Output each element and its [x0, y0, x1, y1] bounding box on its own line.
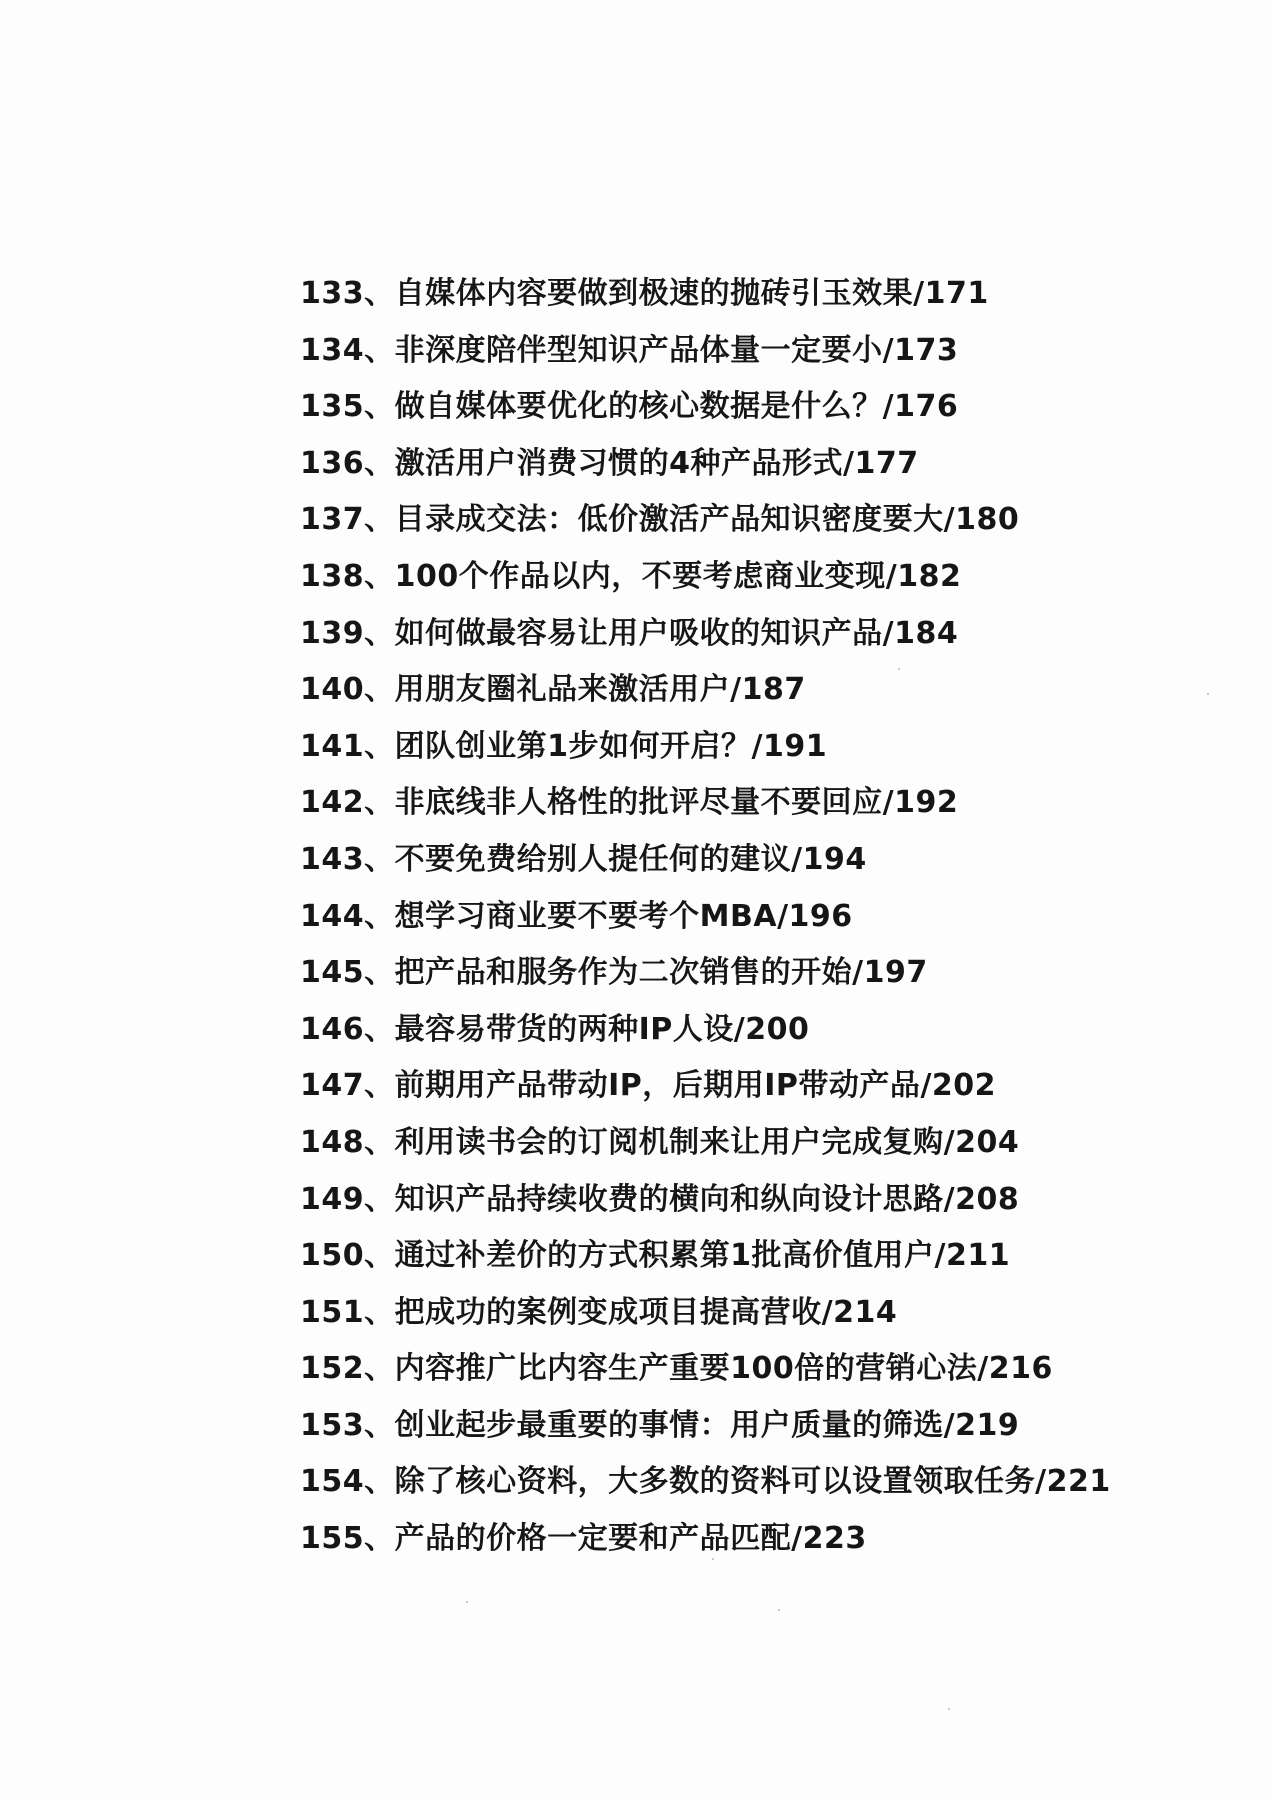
toc-entry-page: /173	[882, 332, 959, 368]
toc-entry	[300, 832, 1220, 889]
toc-entry-title: 最容易带货的两种IP人设	[394, 1011, 734, 1047]
toc-entry-number: 140、	[300, 672, 395, 708]
toc-entry-number: 153、	[300, 1407, 395, 1443]
toc-entry-page: /219	[943, 1407, 1020, 1443]
toc-entry-title: 内容推广比内容生产重要100倍的营销心法	[394, 1351, 978, 1387]
toc-entry-number: 142、	[300, 785, 395, 821]
toc-entry-title: 不要免费给别人提任何的建议	[394, 841, 792, 877]
toc-entry-number: 149、	[300, 1181, 395, 1217]
toc-entry-number: 152、	[300, 1351, 395, 1387]
toc-entry-page: /221	[1035, 1464, 1111, 1500]
toc-entry-title: 前期用产品带动IP，后期用IP带动产品	[394, 1068, 921, 1104]
toc-entry-title: 团队创业第1步如何开启？	[394, 728, 752, 764]
toc-entry-title: 把成功的案例变成项目提高营收	[394, 1294, 822, 1330]
toc-entry-page: /196	[777, 898, 853, 934]
toc-entry-title: 100个作品以内，不要考虑商业变现	[394, 558, 886, 594]
toc-entry-page: /208	[943, 1181, 1020, 1217]
toc-entry-title: 把产品和服务作为二次销售的开始	[394, 955, 853, 991]
toc-entry-title: 除了核心资料，大多数的资料可以设置领取任务	[394, 1464, 1036, 1500]
toc-entry-number: 136、	[300, 445, 395, 481]
toc-entry	[300, 1398, 1220, 1455]
toc-entry-page: /182	[885, 558, 962, 594]
toc-entry-title: 利用读书会的订阅机制来让用户完成复购	[394, 1124, 944, 1160]
toc-entry	[300, 606, 1220, 663]
toc-entry-page: /191	[751, 728, 828, 764]
toc-entry	[300, 1058, 1220, 1115]
toc-entry	[300, 436, 1220, 493]
scan-speck	[466, 1601, 468, 1603]
toc-entry-page: /204	[943, 1124, 1020, 1160]
toc-entry-number: 147、	[300, 1068, 395, 1104]
toc-entry-title: 做自媒体要优化的核心数据是什么？	[394, 389, 883, 425]
toc-entry-title: 非底线非人格性的批评尽量不要回应	[394, 785, 883, 821]
toc-entry-page: /202	[920, 1068, 997, 1104]
toc-entry	[300, 379, 1220, 436]
toc-entry	[300, 549, 1220, 606]
toc-entry-page: /216	[977, 1351, 1053, 1387]
toc-entry	[300, 889, 1220, 946]
toc-entry-number: 135、	[300, 389, 395, 425]
toc-entry-title: 通过补差价的方式积累第1批高价值用户	[394, 1238, 935, 1274]
toc-entry-title: 激活用户消费习惯的4种产品形式	[394, 445, 843, 481]
toc-entry-page: /197	[852, 955, 928, 991]
toc-entry	[300, 1172, 1220, 1229]
toc-entry-number: 146、	[300, 1011, 395, 1047]
toc-entry	[300, 1228, 1220, 1285]
toc-entry	[300, 1341, 1220, 1398]
toc-entry-number: 141、	[300, 728, 395, 764]
toc-entry-number: 148、	[300, 1124, 395, 1160]
toc-entry-title: 目录成交法：低价激活产品知识密度要大	[394, 502, 944, 538]
toc-entry-page: /177	[843, 445, 919, 481]
toc-entry	[300, 266, 1220, 323]
toc-entry-title: 创业起步最重要的事情：用户质量的筛选	[394, 1407, 944, 1443]
toc-entry-number: 155、	[300, 1521, 395, 1557]
toc-entry-page: /171	[913, 276, 989, 311]
toc-entry-title: 自媒体内容要做到极速的抛砖引玉效果	[394, 276, 914, 311]
toc-entry	[300, 945, 1220, 1002]
toc-entry-title: 知识产品持续收费的横向和纵向设计思路	[394, 1181, 944, 1217]
toc-entry-page: /211	[934, 1238, 1011, 1274]
toc-entry-number: 154、	[300, 1464, 395, 1500]
toc-entry-number: 138、	[300, 558, 395, 594]
toc-entry-title: 用朋友圈礼品来激活用户	[394, 672, 731, 708]
toc-entry	[300, 1511, 1220, 1568]
table-of-contents	[300, 266, 1220, 1568]
toc-entry-number: 134、	[300, 332, 395, 368]
toc-entry-number: 143、	[300, 841, 395, 877]
toc-entry-page: /223	[791, 1521, 867, 1557]
toc-entry-number: 133、	[300, 276, 395, 311]
scan-speck	[898, 668, 900, 670]
toc-entry-number: 144、	[300, 898, 395, 934]
toc-entry-page: /176	[882, 389, 959, 425]
toc-entry	[300, 1002, 1220, 1059]
toc-entry-number: 151、	[300, 1294, 395, 1330]
toc-entry	[300, 1454, 1220, 1511]
toc-entry-number: 150、	[300, 1238, 395, 1274]
toc-entry	[300, 775, 1220, 832]
toc-entry-number: 145、	[300, 955, 395, 991]
toc-entry-page: /180	[943, 502, 1020, 538]
toc-entry	[300, 1115, 1220, 1172]
toc-entry	[300, 323, 1220, 380]
toc-entry	[300, 1285, 1220, 1342]
toc-entry-number: 139、	[300, 615, 395, 651]
toc-entry-page: /187	[730, 672, 806, 708]
scan-speck	[712, 1558, 714, 1560]
toc-entry-page: /194	[791, 841, 867, 877]
toc-entry-page: /214	[821, 1294, 898, 1330]
toc-entry-number: 137、	[300, 502, 395, 538]
toc-entry-page: /200	[733, 1011, 810, 1047]
toc-entry-title: 如何做最容易让用户吸收的知识产品	[394, 615, 883, 651]
toc-entry-title: 想学习商业要不要考个MBA	[394, 898, 778, 934]
toc-entry	[300, 662, 1220, 719]
toc-entry-title: 非深度陪伴型知识产品体量一定要小	[394, 332, 883, 368]
toc-entry-title: 产品的价格一定要和产品匹配	[394, 1521, 792, 1557]
scan-speck	[778, 1609, 780, 1611]
toc-entry-page: /184	[882, 615, 959, 651]
scan-speck	[948, 1708, 950, 1710]
toc-entry	[300, 492, 1220, 549]
toc-entry-page: /192	[882, 785, 959, 821]
toc-entry	[300, 719, 1220, 776]
scan-speck	[1207, 693, 1209, 695]
